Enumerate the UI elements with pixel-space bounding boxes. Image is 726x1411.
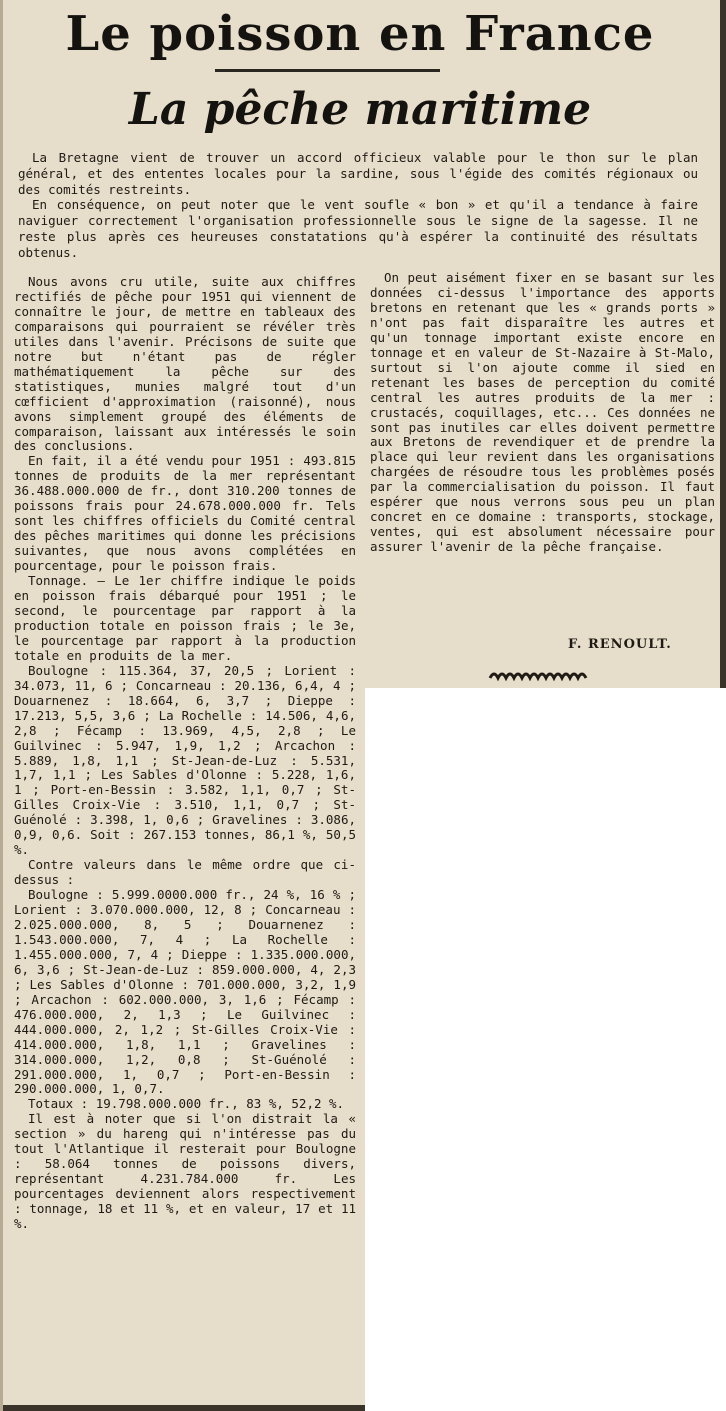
article-title: Le poisson en France bbox=[65, 6, 655, 62]
title-divider bbox=[215, 69, 440, 72]
values-list: Boulogne : 5.999.0000.000 fr., 24 %, 16 % ; Lorient : 3.070.000.000, 12, 8 ; Concarneau : 2.025.000.000, 8, 5 ; Douarnenez : 1.543.000.000, 7, 4 ; La Rochelle : 1.455.000.000, 7, 4 ; Dieppe : 1.335.000.000, 6, 3,6 ; St-Jean-de-Luz : 859.000.000, 4, 2,3 ; Les Sables d'Olonne : 701.000.000, 3,2, 1,9 ; Arcachon : 602.000.000, 3, 1,6 ; Fécamp : 476.000.000, 2, 1,3 ; Le Guilvinec : 444.000.000, 2, 1,2 ; St-Gilles Croix-Vie : 414.000.000, 1,8, 1,1 ; Gravelines : 314.000.000, 1,2, 0,8 ; St-Guénolé : 291.000.000, 1, 0,7 ; Port-en-Bessin : 290.000.000, 1, 0,7. bbox=[14, 887, 356, 1097]
body-paragraph: Nous avons cru utile, suite aux chiffres rectifiés de pêche pour 1951 qui viennent de connaître le jour, de mettre en tableaux des comparaisons qui pourraient se révéler très utiles dans l'avenir. Précisons de suite que notre but n'étant pas de régler mathématiquement la pêche sur des statistiques, munies malgré tout d'un cœfficient d'approximation (raisonné), nous avons simplement groupé des éléments de comparaison, laissant aux intéressés le soin des conclusions. bbox=[14, 274, 356, 454]
clipping-left-edge bbox=[0, 0, 3, 1411]
tonnage-paragraph: Tonnage. — Le 1er chiffre indique le poids en poisson frais débarqué pour 1951 ; le second, le pourcentage par rapport à la production totale en poisson frais ; le 3e, le pourcentage par rapport à la production totale en produits de la mer. bbox=[14, 573, 356, 663]
right-column bbox=[370, 271, 715, 555]
intro-paragraph: La Bretagne vient de trouver un accord officieux valable pour le thon sur le plan général, et des ententes locales pour la sardine, sous l'égide des comités régionaux ou des comités restreints. bbox=[18, 150, 698, 197]
tonnage-list: Boulogne : 115.364, 37, 20,5 ; Lorient : 34.073, 11, 6 ; Concarneau : 20.136, 6,4, 4 ; Douarnenez : 18.664, 6, 3,7 ; Dieppe : 17.213, 5,5, 3,6 ; La Rochelle : 14.506, 4,6, 2,8 ; Fécamp : 13.969, 4,5, 2,8 ; Le Guilvinec : 5.947, 1,9, 1,2 ; Arcachon : 5.889, 1,8, 1,1 ; St-Jean-de-Luz : 5.531, 1,7, 1,1 ; Les Sables d'Olonne : 5.228, 1,6, 1 ; Port-en-Bessin : 3.582, 1,1, 0,7 ; St-Gilles Croix-Vie : 3.510, 1,1, 0,7 ; St-Guénolé : 3.398, 1, 0,6 ; Gravelines : 3.086, 0,9, 0,6. Soit : 267.153 tonnes, 86,1 %, 50,5 %. bbox=[14, 662, 356, 858]
author-signature: F. RENOULT. bbox=[568, 637, 672, 652]
article-intro bbox=[18, 150, 698, 261]
values-intro: Contre valeurs dans le même ordre que ci-dessus : bbox=[14, 857, 356, 888]
clipping-right-edge bbox=[720, 0, 726, 688]
end-ornament-icon bbox=[488, 668, 588, 682]
body-paragraph: Il est à noter que si l'on distrait la « section » du hareng qui n'intéresse pas du tout l'Atlantique il resterait pour Boulogne : 58.064 tonnes de poissons divers, représentant 4.231.784.000 fr. Les pourcentages deviennent alors respectivement : tonnage, 18 et 11 %, et en valeur, 17 et 11 %. bbox=[14, 1111, 356, 1232]
article-subtitle: La pêche maritime bbox=[128, 84, 592, 135]
intro-paragraph: En conséquence, on peut noter que le vent soufle « bon » et qu'il a tendance à faire naviguer correctement l'organisation professionnelle sous le signe de la sagesse. Il ne reste plus après ces heureuses constatations qu'à espérer la continuité des résultats obtenus. bbox=[18, 197, 698, 260]
body-paragraph: On peut aisément fixer en se basant sur les données ci-dessus l'importance des apports bretons en retenant que les « grands ports » n'ont pas fait disparaître les autres et qu'un tonnage important existe encore en tonnage et en valeur de St-Nazaire à St-Malo, surtout si l'on ajoute comme il sied en retenant les bases de perception du comité central les autres produits de la mer : crustacés, coquillages, etc... Ces données ne sont pas inutiles car elles doivent permettre aux Bretons de revendiquer et de prendre la place qui leur revient dans les organisations chargées de résoudre tous les problèmes posés par la commercialisation du poisson. Il faut espérer que nous verrons sous peu un plan concret en ce domaine : transports, stockage, ventes, qui est absolument nécessaire pour assurer l'avenir de la pêche française. bbox=[370, 270, 715, 555]
clipping-bottom-edge bbox=[0, 1405, 365, 1411]
left-column bbox=[14, 275, 356, 1232]
totals: Totaux : 19.798.000.000 fr., 83 %, 52,2 %. bbox=[28, 1096, 345, 1112]
body-paragraph: En fait, il a été vendu pour 1951 : 493.815 tonnes de produits de la mer représentant 36.488.000.000 de fr., dont 310.200 tonnes de poissons frais pour 24.678.000.000 fr. Tels sont les chiffres officiels du Comité central des pêches maritimes qui donne les précisions suivantes, que nous avons complétées en pourcentage, pour le poisson frais. bbox=[14, 453, 356, 574]
